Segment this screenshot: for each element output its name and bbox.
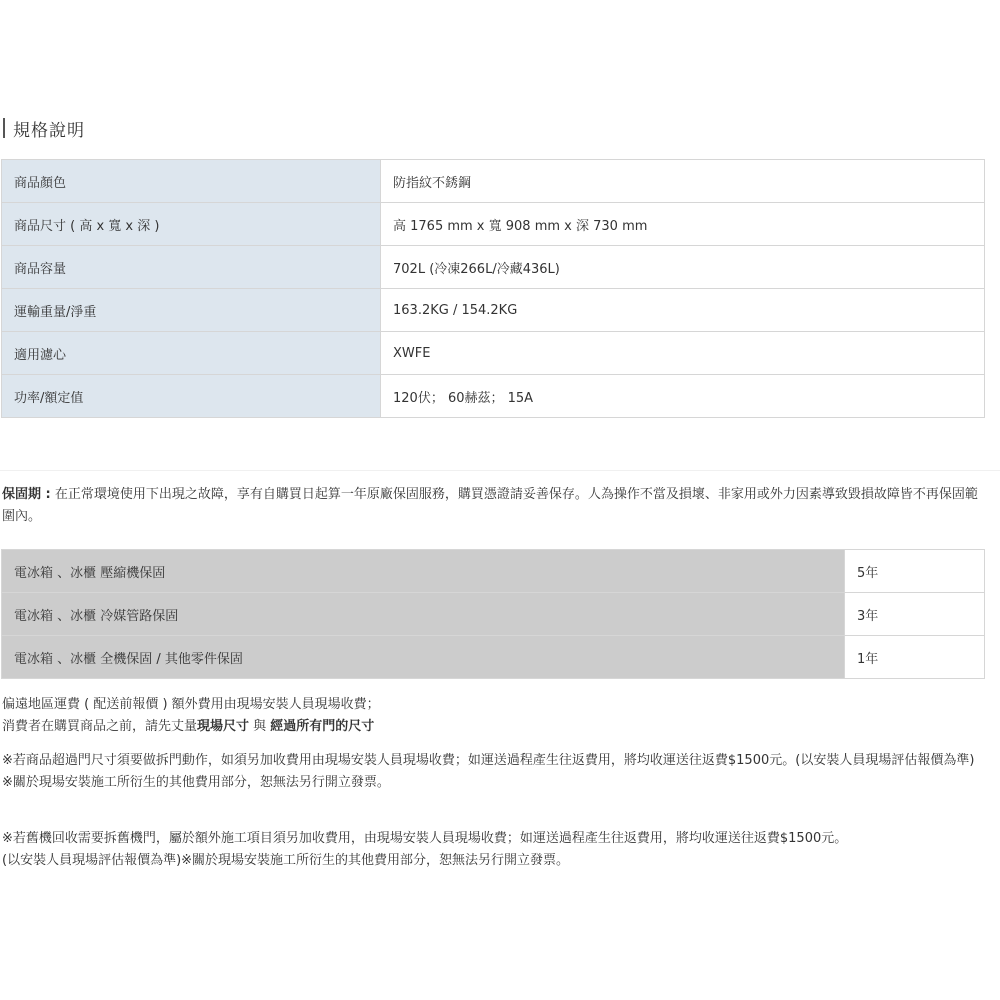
section-divider [0, 470, 1000, 471]
table-row [2, 550, 985, 593]
table-row [2, 160, 985, 203]
remote-fee-note [2, 694, 986, 738]
warranty-item-value: 1年 [845, 636, 985, 679]
recycle-line1: ※若舊機回收需要拆舊機門，屬於額外施工項目須另加收費用，由現場安裝人員現場收費；如運送過程產生往返費用，將均收運送往返費$1500元。 [2, 831, 848, 846]
spec-value: XWFE [381, 332, 985, 375]
spec-value: 120伏； 60赫茲； 15A [381, 375, 985, 418]
table-row [2, 289, 985, 332]
spec-label: 功率/額定值 [2, 375, 381, 418]
remote-fee-mid: 與 [249, 719, 271, 734]
warranty-item-label: 電冰箱 、冰櫃 全機保固 / 其他零件保固 [2, 636, 845, 679]
spec-table [1, 159, 985, 418]
remote-fee-bold-site-size: 現場尺寸 [197, 719, 250, 734]
spec-value: 163.2KG / 154.2KG [381, 289, 985, 332]
recycle-note [2, 828, 986, 872]
spec-value: 防指紋不銹鋼 [381, 160, 985, 203]
spec-label: 商品尺寸 ( 高 x 寬 x 深 ) [2, 203, 381, 246]
section-title-text: 規格說明 [13, 120, 85, 141]
spec-value: 702L (冷凍266L/冷藏436L) [381, 246, 985, 289]
door-removal-line1: ※若商品超過門尺寸須要做拆門動作，如須另加收費用由現場安裝人員現場收費；如運送過程產生往返費用，將均收運送往返費$1500元。(以安裝人員現場評估報價為準) [2, 753, 975, 768]
recycle-line2: (以安裝人員現場評估報價為準)※關於現場安裝施工所衍生的其他費用部分，恕無法另行開立發票。 [2, 853, 570, 868]
spec-label: 商品顏色 [2, 160, 381, 203]
warranty-paragraph [2, 484, 986, 528]
warranty-item-value: 5年 [845, 550, 985, 593]
spec-label: 運輸重量/淨重 [2, 289, 381, 332]
section-title [0, 116, 85, 140]
remote-fee-line2 [2, 716, 986, 738]
table-row [2, 375, 985, 418]
warranty-table [1, 549, 985, 679]
remote-fee-prefix: 消費者在購買商品之前，請先丈量 [2, 719, 198, 734]
spec-label: 適用濾心 [2, 332, 381, 375]
table-row [2, 593, 985, 636]
door-removal-line2: ※關於現場安裝施工所衍生的其他費用部分，恕無法另行開立發票。 [2, 775, 390, 790]
table-row [2, 636, 985, 679]
remote-fee-line1: 偏遠地區運費 ( 配送前報價 ) 額外費用由現場安裝人員現場收費； [2, 697, 380, 712]
table-row [2, 332, 985, 375]
warranty-text: 在正常環境使用下出現之故障，享有自購買日起算一年原廠保固服務，購買憑證請妥善保存。人為操作不當及損壞、非家用或外力因素導致毀損故障皆不再保固範圍內。 [2, 487, 978, 524]
table-row [2, 203, 985, 246]
table-row [2, 246, 985, 289]
warranty-item-label: 電冰箱 、冰櫃 冷媒管路保固 [2, 593, 845, 636]
spec-label: 商品容量 [2, 246, 381, 289]
title-accent-bar [3, 118, 5, 138]
warranty-item-value: 3年 [845, 593, 985, 636]
warranty-item-label: 電冰箱 、冰櫃 壓縮機保固 [2, 550, 845, 593]
remote-fee-bold-door-size: 經過所有門的尺寸 [270, 719, 375, 734]
door-removal-note [2, 750, 986, 794]
spec-value: 高 1765 mm x 寬 908 mm x 深 730 mm [381, 203, 985, 246]
warranty-label: 保固期 : [2, 487, 51, 502]
